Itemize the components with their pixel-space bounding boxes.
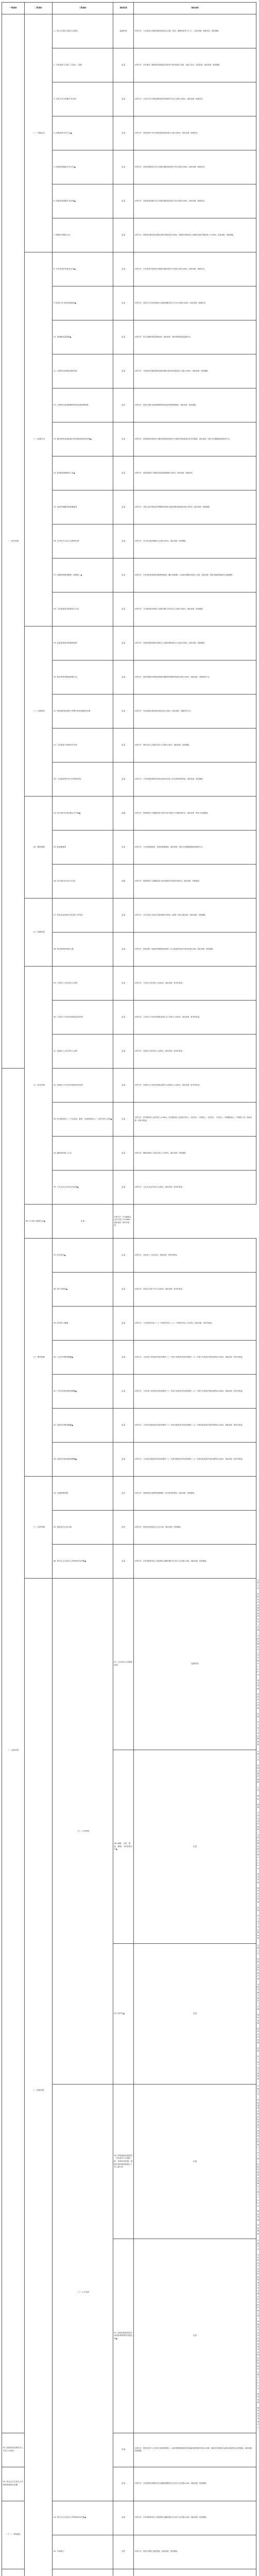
level3-cell: 41. 门诊次均药品费用增幅▲ xyxy=(53,1375,113,1409)
level3-cell: 31. 住院收入占医疗收入比例 xyxy=(53,1035,113,1069)
level3-cell: 52. 医院承担培养医学人才的工作成效 xyxy=(2,2433,25,2467)
level3-cell: 29. 门诊收入占医疗收入比例 xyxy=(53,967,113,1001)
nature-cell: 定量 xyxy=(113,660,134,694)
description-cell: 计算方法：（本年度医疗收入−上一年度医疗收入）/上一年度医疗收入×100%。指标来源：财务年报表。 xyxy=(134,1307,256,1341)
nature-cell: 定量 xyxy=(113,1443,134,1477)
level3-cell: 36. 万元收入能耗支出▲ xyxy=(25,1205,53,1239)
nature-cell: 定量 xyxy=(113,933,134,967)
description-cell: 计算方法：业务收入−业务支出。指标来源：财务年报表。 xyxy=(134,1239,256,1273)
description-cell: 计算方法：手术患者并发症发生例数/同期出院的手术患者人数×100%。指标来源：病案首页。 xyxy=(134,252,256,286)
table-body xyxy=(2,14,256,2576)
table-row xyxy=(2,1477,256,1511)
description-cell: 计算方法：按照国家卫生健康委电子病历系统评价标准开展评估。指标来源：医院填报。 xyxy=(134,865,256,899)
nature-cell: 定量 xyxy=(113,899,134,933)
indicator-table xyxy=(2,2,256,2576)
description-cell: 计算方法：辅助用药收入/药品总收入×100%。指标来源：医院填报。 xyxy=(134,1137,256,1171)
level2-cell: （三）合理用药 xyxy=(25,626,53,796)
nature-cell: 定量 xyxy=(113,184,134,218)
level3-cell: 4. 出院患者手术占比▲ xyxy=(53,116,113,150)
description-cell: 计算方法：本年度向二级医院或者基层医疗机构下转的患者人次数，包括门急诊、住院患者。指标来源：医院填报。 xyxy=(134,48,256,82)
level3-cell: 16. 点评处方占处方总数的比例 xyxy=(53,524,113,558)
description-cell: 计算方法：（本年度出院患者次均药品费用−上一年度出院患者次均药品费用）/上一年度出院患者次均药品费用×100%。指标来源：财务年报表。 xyxy=(134,1443,256,1477)
description-cell: 计算方法：门诊患者人次数/同期出院患者人次数（急诊、健康体检者不计入）。指标来源：病案首页、医院填报。 xyxy=(134,14,256,48)
nature-cell: 定量 xyxy=(113,831,134,865)
table-row xyxy=(2,252,256,286)
table-row xyxy=(2,626,256,660)
description-cell: 计算方法：按照国家卫生健康委电子病历应用功能水平分级标准评估。指标来源：国家卫生健康委。 xyxy=(134,796,256,831)
description-cell: 计算方法：医院在医学人才培养方面的经费投入、临床带教教师和指导医师接受教育教学培训人次数、承担医学教育的人数和发表教学论文的数量。指标来源：医院填报。 xyxy=(134,2433,256,2467)
description-cell: 计算方法：医院临床检验项目中通过国家临床检验中心组织的室间质量评价项目数量。指标来源：国家卫生健康委临床检验中心。 xyxy=(134,422,256,456)
level1-cell: 二、运营效率 xyxy=(2,1069,25,2433)
level3-cell: 47. 卫生技术人员职称结构 xyxy=(113,1579,134,1750)
level3-cell: 6. 出院患者四级手术比例▲ xyxy=(53,184,113,218)
description-cell: 计算方法：中标药品用量/同种药品用量×100%。指标来源：省级招采平台。 xyxy=(134,694,256,728)
description-cell: 计算方法：本年度科研项目立项经费总金额/同期卫生技术人员总数×100。指标来源：医院填报。 xyxy=(134,2501,256,2535)
level2-cell: （二）质量安全 xyxy=(25,252,53,626)
nature-cell: 定量 xyxy=(113,1171,134,1205)
nature-cell: 定量 xyxy=(113,762,134,796)
level3-cell: 15. 优质护理服务病房覆盖率 xyxy=(53,490,113,524)
level2-cell: （六）收支结构 xyxy=(25,967,53,1205)
level3-cell: 10. 单病种质量控制▲ xyxy=(53,320,113,354)
nature-cell: 定量 xyxy=(113,1137,134,1171)
nature-cell: 定性 xyxy=(113,1511,134,1545)
description-cell: 计算方法：大型医用设备检查阳性数/同期大型医用设备检查人次数×100%。指标来源：医院填报。 xyxy=(134,354,256,388)
description-cell xyxy=(134,2569,256,2576)
header-description: 指标说明 xyxy=(134,3,256,14)
level3-cell: 44. 全面预算管理 xyxy=(53,1477,113,1511)
header-level1: 一级指标 xyxy=(2,3,25,14)
level3-cell: 3. 日间手术占择期手术比例 xyxy=(53,82,113,116)
nature-cell: 定量 xyxy=(134,1943,256,2084)
description-cell: 计算方法：住院收入中来自医保基金的收入/住院收入×100%。指标来源：财务年报表。 xyxy=(134,1069,256,1103)
nature-cell: 定量 xyxy=(113,218,134,252)
level2-cell: （十）人才培养 xyxy=(53,2084,113,2501)
level3-cell: 26. 电子病历应用水平评估 xyxy=(53,865,113,899)
level3-cell: 39. 医疗收入增幅 xyxy=(53,1307,113,1341)
level1-cell: 一、医疗质量 xyxy=(2,14,25,1069)
nature-cell: 定量 xyxy=(113,422,134,456)
description-cell: 计算方法：日间手术台次数/同期出院患者择期手术总台次数×100%。指标来源：病案首页。 xyxy=(134,82,256,116)
nature-cell: 定量 xyxy=(113,2433,134,2467)
nature-cell: 定量 xyxy=(113,558,134,592)
nature-cell: 定量 xyxy=(113,967,134,1001)
header-level3: 三级指标 xyxy=(53,3,113,14)
level3-cell: 51. 医院住院医师首次参加医师资格考试通过率▲ xyxy=(113,2239,134,2433)
table-row: 48. 麻醉、儿科、重症、病理、中医医师占比▲ 定量 计算方法：医院注册的麻醉、儿科、重症、病理、中医在岗医师数/全院同期医师总数×100%。指标来源：国家医疗机构、医师、护士电子化注册系统。 xyxy=(2,1750,256,1943)
nature-cell: 定量 xyxy=(113,2501,134,2535)
level3-cell: 2. 下转患者人次数（门急诊、住院） xyxy=(53,48,113,82)
level3-cell: 37. 收支结余▲ xyxy=(53,1239,113,1273)
description-cell: 计算方法：点评处方数/同期处方总数×100%。指标来源：医院填报。 xyxy=(134,524,256,558)
table-row xyxy=(2,1205,256,1239)
nature-cell: 定量 xyxy=(113,1273,134,1307)
description-cell: 计算方法：门诊收入/医疗收入×100%。指标来源：财务年报表。 xyxy=(134,967,256,1001)
table-row xyxy=(2,967,256,1001)
nature-cell: 定量 xyxy=(113,150,134,184)
level2-cell: （四）服务流程 xyxy=(25,796,53,899)
table-row xyxy=(2,899,256,933)
nature-cell: 定量 xyxy=(113,354,134,388)
level2-cell xyxy=(2,2569,25,2576)
level3-cell: 17. 抗菌药物使用强度（DDDs）▲ xyxy=(53,558,113,592)
level3-cell: 42. 住院次均费用增幅▲ xyxy=(53,1409,113,1443)
table-row xyxy=(2,796,256,831)
level3-cell: 27. 每名执业医师日均住院工作负担 xyxy=(53,899,113,933)
description-cell: 计算方法：医疗服务收入/医疗收入×100%。医疗服务收入包括挂号收入、床位收入、诊察收入、治疗收入、手术收入、药事服务收入、护理收入等。指标来源：财务年报表。 xyxy=(134,1103,256,1137)
description-cell: 计算方法：Ⅰ类切口手术部位感染人次数/同期Ⅰ类切口手术台次数×100%。指标来源：病案首页。 xyxy=(134,286,256,320)
level3-cell: 40. 门诊次均费用增幅▲ xyxy=(53,1341,113,1375)
nature-cell: 定量 xyxy=(113,626,134,660)
level3-cell: 54. 每百名卫生技术人员科研项目经费▲ xyxy=(53,2501,113,2535)
table-row: 51. 医院住院医师首次参加医师资格考试通过率▲ 定量 计算方法：本年度首次参加医师资格考试并通过的住院医师人数/同期首次参加医师资格考试的住院医师总人数×100%。指标来源：国家医学考试中心。 xyxy=(2,2239,256,2433)
level3-cell: 8. 手术患者并发症发生率▲ xyxy=(53,252,113,286)
description-cell: 计算方法：本年度科研项目立项经费总金额/同期卫生技术人员总数×100。指标来源：医院填报。 xyxy=(134,1545,256,1579)
nature-cell: 监测比较 xyxy=(113,14,134,48)
description-cell: 计算方法：医院采购基本药物品种数/同期医院采购药物品种总数×100%。指标来源：省级招采平台。 xyxy=(134,660,256,694)
description-cell: 计算方法：本年度住院患者抗菌药物消耗量（累计DDD数）×100/同期收治患者人天数。指标来源：国家抗菌药物临床应用监测网。 xyxy=(134,558,256,592)
table-row: 49. 医护比▲ 定量 计算方法：医院注册医师总数/全院同期注册护士总数。指标来源：国家医疗机构、医师、护士电子化注册系统。 xyxy=(2,1943,256,2084)
level2-cell: （七）费用控制 xyxy=(25,1239,53,1477)
nature-cell: 定量 xyxy=(113,286,134,320)
level3-cell: 19. 住院患者基本药物使用率 xyxy=(53,626,113,660)
nature-cell: 定级 xyxy=(113,796,134,831)
level1-cell: 三、持续发展 xyxy=(25,1579,53,2576)
description-cell: 计算方法：年总能耗支出/年总收入×10000。指标来源：财务年报表。 xyxy=(113,1205,134,1239)
description-cell: 计算方法：预约诊疗人次数/总诊疗人次数×100%。指标来源：医院填报。 xyxy=(134,728,256,762)
nature-cell: 定量 xyxy=(113,1239,134,1273)
description-cell: 计算方法：出院患者手术台次数/同期出院患者总人数×100%。指标来源：病案首页。 xyxy=(134,116,256,150)
level3-cell: 49. 医护比▲ xyxy=(113,1943,134,2084)
header-level2: 二级指标 xyxy=(25,3,53,14)
nature-cell: 定性 xyxy=(113,388,134,422)
level3-cell: 1. 门诊人次数与出院人次数比 xyxy=(53,14,113,48)
nature-cell: 定性 xyxy=(113,1477,134,1511)
nature-cell: 定量 xyxy=(134,1750,256,1943)
nature-cell: 定量 xyxy=(113,1545,134,1579)
nature-cell: 定量 xyxy=(113,1035,134,1069)
nature-cell: 定量 xyxy=(113,1069,134,1103)
description-cell: 计算方法：医院专科能力建设情况。指标来源：医院填报。 xyxy=(134,2535,256,2569)
nature-cell: 定量 xyxy=(113,1307,134,1341)
level3-cell: 20. 基本药物采购品种数占比 xyxy=(53,660,113,694)
level2-cell: （八）经济管理 xyxy=(25,1477,53,1579)
nature-cell: 定量 xyxy=(113,116,134,150)
description-cell: 计算方法：门诊收入中来自医保基金的收入/门诊收入×100%。指标来源：财务年报表。 xyxy=(134,1001,256,1035)
level3-cell: 28. 每百张病床药师人数 xyxy=(53,933,113,967)
header-row xyxy=(2,3,256,14)
description-cell: 计算方法：医院是否规范设立总会计师。指标来源：医院填报。 xyxy=(134,1511,256,1545)
level3-cell: 55. 专科能力 xyxy=(53,2535,113,2569)
description-cell: 计算方法：门诊使用基本药物人次数/同期门诊诊疗总人次数×100%。指标来源：医院填报。 xyxy=(134,592,256,626)
nature-cell: 定量 xyxy=(134,2084,256,2239)
description-cell: 计算方法：符合单病种质量控制标准。指标来源：国家单病种质量监测平台。 xyxy=(134,320,256,354)
table-row: （十）人才培养 50. 医院接受其他医院（尤其是对口支援医院、医联体内医院）进修并返回原医院独立工作人数占比 定量 计算方法：医院接受其他医院进修并返回原医院独立工作人数/医院同期招收进修总人数×100%。指标来源：医院填报。 xyxy=(2,2084,256,2239)
nature-cell: 定量 xyxy=(134,2239,256,2433)
table-row: 三、持续发展 （九）人员结构 47. 卫生技术人员职称结构 监测比较 计算方法：医院具有高级职称的医务人员数/全院同期医务人员总数×100%。指标来源：国家医疗机构、医师、护士电子化注册系统。 xyxy=(2,1579,256,1750)
level3-cell: 12. 大型医用设备维修保养及质量控制管理 xyxy=(53,388,113,422)
level2-cell: （九）人员结构 xyxy=(53,1579,113,2084)
nature-cell: 定量 xyxy=(113,694,134,728)
level3-cell: 34. 辅助用药收入占比 xyxy=(53,1137,113,1171)
level3-cell: 11. 大型医用设备检查阳性率 xyxy=(53,354,113,388)
level3-cell: 35. 人员支出占业务支出比重▲ xyxy=(53,1171,113,1205)
level3-cell: 50. 医院接受其他医院（尤其是对口支援医院、医联体内医院）进修并返回原医院独立工作人数占比 xyxy=(113,2084,134,2239)
nature-cell: 定量 xyxy=(113,1001,134,1035)
description-cell: 计算方法：人员支出/业务支出×100%。指标来源：财务年报表。 xyxy=(134,1171,256,1205)
description-cell: 计算方法：全院已经开展优质护理服务的病房总数/同期全院病房总数×100%。指标来源：医院填报。 xyxy=(134,490,256,524)
level3-cell: 38. 资产负债率▲ xyxy=(53,1273,113,1307)
description-cell: 计算方法：（本年度出院患者次均医药费用−上一年度出院患者次均医药费用）/上一年度出院患者次均医药费用×100%。指标来源：财务年报表。 xyxy=(134,1409,256,1443)
nature-cell: 定量 xyxy=(113,1341,134,1375)
nature-cell: 定量 xyxy=(113,1375,134,1409)
nature-cell: 定量 xyxy=(113,82,134,116)
table-header xyxy=(2,3,256,14)
level3-cell: 7. 特需医疗服务占比 xyxy=(53,218,113,252)
description-cell: 计算方法：出院患者微创手术台次数/同期出院患者手术台次数×100%。指标来源：病案首页。 xyxy=(134,150,256,184)
description-cell: 计算方法：门诊患者满意度、住院患者满意度。指标来源：国家卫生健康委满意度调查平台。 xyxy=(134,831,256,865)
description-cell: 计算方法：（本年度门诊患者次均医药费用−上一年度门诊患者次均医药费用）/上一年度门诊患者次均医药费用×100%。指标来源：财务年报表。 xyxy=(134,1341,256,1375)
description-cell: 计算方法：医院药师（包括药剂师和临床药师）总人数/医院实际开放床位数×100。指标来源：医院填报。 xyxy=(134,933,256,967)
level3-cell: 53. 每百名卫生技术人员科研成果转化金额 xyxy=(2,2467,25,2501)
level3-cell: 46. 每百名卫生技术人员科研项目经费▲ xyxy=(53,1545,113,1579)
description-cell: 计算方法：查阅医院全面预算管理制度、执行情况等资料。指标来源：医院填报。 xyxy=(134,1477,256,1511)
level3-cell: 25. 患者满意度 xyxy=(53,831,113,865)
nature-cell: 定量 xyxy=(113,592,134,626)
nature-cell: 定量 xyxy=(113,728,134,762)
level3-cell: 9. Ⅰ类切口手术部位感染率▲ xyxy=(53,286,113,320)
level2-cell: （十一）学科建设 xyxy=(2,2501,25,2569)
description-cell: 计算方法：出院患者四级手术台次数/同期出院患者手术台次数×100%。指标来源：病案首页。 xyxy=(134,184,256,218)
level3-cell: 23. 门诊患者预约后平均等待时间 xyxy=(53,762,113,796)
description-cell: 计算方法：负债合计/资产合计×100%。指标来源：财务年报表。 xyxy=(134,1273,256,1307)
level3-cell: 33. 医疗服务收入（不含药品、耗材、检查检验收入）占医疗收入比例▲ xyxy=(53,1103,113,1137)
header-nature: 指标性质 xyxy=(113,3,134,14)
nature-cell: 定量 xyxy=(113,252,134,286)
level2-cell: （一）功能定位 xyxy=(25,14,53,252)
level3-cell: 14. 低风险组病例死亡率▲ xyxy=(53,456,113,490)
nature-cell: 定量 xyxy=(113,1103,134,1137)
level3-cell: 13. 通过国家室间质量评价的临床检验项目数▲ xyxy=(53,422,113,456)
description-cell: 计算方法：出院患者使用基本药物总人次数/同期出院总人次数×100%。指标来源：医院填报。 xyxy=(134,626,256,660)
description-cell: 计算方法：住院收入/医疗收入×100%。指标来源：财务年报表。 xyxy=(134,1035,256,1069)
level3-cell xyxy=(53,2569,113,2576)
nature-cell: 定级 xyxy=(113,865,134,899)
level2-cell: （五）资源效率 xyxy=(25,899,53,967)
description-cell: 计算方法：全年实际占用总床日数/同期平均执业（助理）医师人数/365。指标来源：医院填报。 xyxy=(134,899,256,933)
nature-cell: 定量 xyxy=(113,1409,134,1443)
level3-cell: 45. 规范设立总会计师 xyxy=(53,1511,113,1545)
level3-cell: 5. 出院患者微创手术占比▲ xyxy=(53,150,113,184)
description-cell: 计算方法：低风险组死亡例数/低风险组病例数×100%。指标来源：病案首页。 xyxy=(134,456,256,490)
level3-cell: 21. 国家组织药品集中采购中标药品使用比例 xyxy=(53,694,113,728)
nature-cell xyxy=(113,2569,134,2576)
level3-cell: 32. 住院收入中来自医保基金的比例 xyxy=(53,1069,113,1103)
nature-cell: 定性 xyxy=(113,2535,134,2569)
nature-cell: 定量 xyxy=(113,2467,134,2501)
nature-cell: 定量 xyxy=(113,524,134,558)
level3-cell: 24. 电子病历应用功能水平分级▲ xyxy=(53,796,113,831)
nature-cell: 定量 xyxy=(113,490,134,524)
description-cell: 计算方法：医院大型医用设备维修保养及质量控制管理情况。指标来源：医院填报。 xyxy=(134,388,256,422)
nature-cell: 定量 xyxy=(113,320,134,354)
nature-cell: 定量 xyxy=(113,456,134,490)
level3-cell: 18. 门诊患者基本药物处方占比 xyxy=(53,592,113,626)
nature-cell: 定量 xyxy=(53,1205,113,1239)
table-row xyxy=(2,1239,256,1273)
level3-cell: 22. 门诊患者平均预约诊疗率 xyxy=(53,728,113,762)
nature-cell: 监测比较 xyxy=(134,1579,256,1750)
description-cell: 计算方法：门诊患者按预约时间到达医院后至进入诊室前的等待时间。指标来源：医院填报。 xyxy=(134,762,256,796)
level3-cell: 48. 麻醉、儿科、重症、病理、中医医师占比▲ xyxy=(113,1750,134,1943)
nature-cell: 定量 xyxy=(113,48,134,82)
table-row xyxy=(2,14,256,48)
description-cell: 计算方法：本年度科技成果转化总金额/同期医院卫生技术人员总数×100。指标来源：医院填报。 xyxy=(134,2467,256,2501)
level3-cell: 43. 住院次均药品费用增幅▲ xyxy=(53,1443,113,1477)
level3-cell: 30. 门诊收入中来自医保基金的比例 xyxy=(53,1001,113,1035)
description-cell: 计算方法：特需医疗服务量/同期全部医疗服务量×100%；特需医疗服务收入/同期全部医疗服务收入×100%。指标来源：医院填报。 xyxy=(134,218,256,252)
description-cell: 计算方法：（本年度门诊患者次均药品费用−上一年度门诊患者次均药品费用）/上一年度门诊患者次均药品费用×100%。指标来源：财务年报表。 xyxy=(134,1375,256,1409)
